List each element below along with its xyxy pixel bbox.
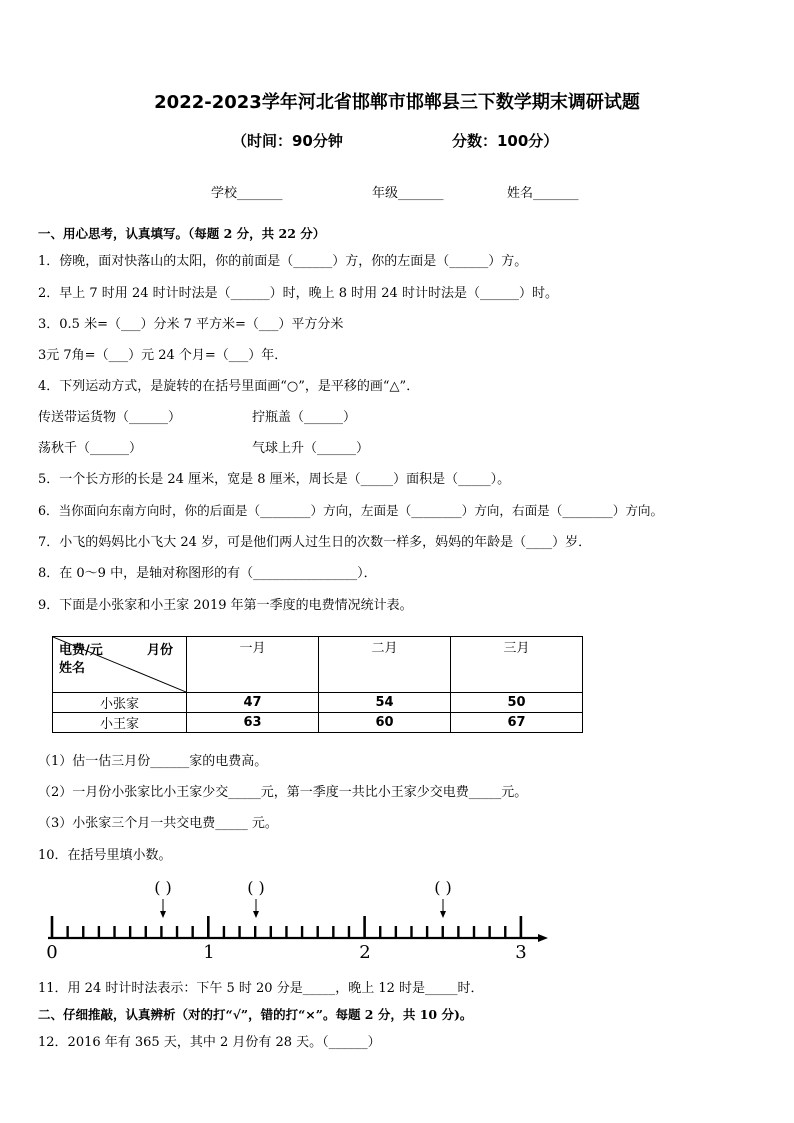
table-corner-header — [53, 637, 186, 692]
fee-cell: 67 — [451, 713, 583, 733]
row-name: 小王家 — [53, 713, 187, 733]
fee-cell: 60 — [319, 713, 451, 733]
q4-item: 荡秋千（______） — [38, 441, 143, 456]
number-line-label: 3 — [515, 942, 527, 963]
q4-item: 气球上升（______） — [252, 441, 370, 456]
fee-cell: 47 — [187, 693, 319, 713]
exam-time: （时间：90分钟 — [232, 132, 343, 150]
q4-item: 传送带运货物（______） — [38, 410, 182, 425]
fee-cell: 50 — [451, 693, 583, 713]
answer-blank[interactable]: ( ) — [154, 878, 172, 897]
pointer-arrow — [160, 899, 166, 918]
corner-label-fee: 电费/元 — [59, 643, 103, 658]
answer-blank[interactable]: ( ) — [247, 878, 265, 897]
question-7: 7．小飞的妈妈比小飞大 24 岁，可是他们两人过生日的次数一样多，妈妈的年龄是（____）岁． — [38, 535, 592, 550]
question-2: 2．早上 7 时用 24 时计时法是（______）时，晚上 8 时用 24 时计时法是（______）时。 — [38, 286, 558, 301]
fee-cell: 54 — [319, 693, 451, 713]
month-header: 一月 — [187, 637, 319, 693]
school-field[interactable]: 学校_______ — [211, 186, 283, 201]
question-8: 8．在 0～9 中，是轴对称图形的有（________________）． — [38, 566, 377, 581]
table-row — [53, 693, 583, 713]
number-line-label: 2 — [359, 942, 371, 963]
exam-score: 分数：100分） — [452, 132, 559, 150]
question-4: 4．下列运动方式，是旋转的在括号里面画“○”，是平移的画“△”． — [38, 379, 420, 394]
answer-blank[interactable]: ( ) — [434, 878, 452, 897]
corner-label-month: 月份 — [147, 643, 174, 658]
month-header: 二月 — [319, 637, 451, 693]
electricity-fee-table — [52, 636, 583, 733]
question-11: 11．用 24 时计时法表示：下午 5 时 20 分是_____，晚上 12 时是_____时． — [38, 981, 484, 996]
grade-field[interactable]: 年级_______ — [372, 186, 444, 201]
question-3a: 3．0.5 米=（___）分米 7 平方米=（___）平方分米 — [38, 317, 344, 332]
question-12: 12．2016 年有 365 天，其中 2 月份有 28 天。（______） — [38, 1035, 381, 1050]
number-line-label: 0 — [46, 942, 58, 963]
corner-label-name: 姓名 — [59, 661, 86, 676]
page-title: 2022-2023学年河北省邯郸市邯郸县三下数学期末调研试题 — [154, 92, 640, 113]
section-2-heading: 二、仔细推敲，认真辨析（对的打“√”，错的打“×”。每题 2 分，共 10 分)。 — [38, 1007, 473, 1022]
month-header: 三月 — [451, 637, 583, 693]
question-9-3: （3）小张家三个月一共交电费_____ 元。 — [38, 816, 278, 831]
table-row — [53, 713, 583, 733]
pointer-arrow — [253, 899, 259, 918]
question-9-1: （1）估一估三月份______家的电费高。 — [38, 754, 268, 769]
name-field[interactable]: 姓名_______ — [507, 186, 579, 201]
q4-item: 拧瓶盖（______） — [252, 410, 357, 425]
fee-cell: 63 — [187, 713, 319, 733]
question-1: 1．傍晚，面对快落山的太阳，你的前面是（______）方，你的左面是（______）方。 — [38, 254, 528, 269]
question-3b: 3元 7角=（___）元 24 个月=（___）年． — [38, 348, 288, 363]
question-6: 6．当你面向东南方向时，你的后面是（________）方向，左面是（________）方向，右面是（________）方向。 — [38, 503, 664, 518]
number-line-ticks — [52, 916, 521, 938]
pointer-arrow — [440, 899, 446, 918]
number-line-label: 1 — [203, 942, 215, 963]
section-1-heading: 一、用心思考，认真填写。（每题 2 分，共 22 分） — [38, 226, 326, 241]
number-line-arrowhead — [538, 934, 548, 942]
question-9-2: （2）一月份小张家比小王家少交_____元，第一季度一共比小王家少交电费_____元。 — [38, 785, 528, 800]
question-5: 5．一个长方形的长是 24 厘米，宽是 8 厘米，周长是（_____）面积是（_____）。 — [38, 472, 511, 487]
question-10: 10．在括号里填小数。 — [38, 848, 172, 863]
row-name: 小张家 — [53, 693, 187, 713]
question-9: 9．下面是小张家和小王家 2019 年第一季度的电费情况统计表。 — [38, 598, 413, 613]
number-line — [0, 870, 794, 965]
